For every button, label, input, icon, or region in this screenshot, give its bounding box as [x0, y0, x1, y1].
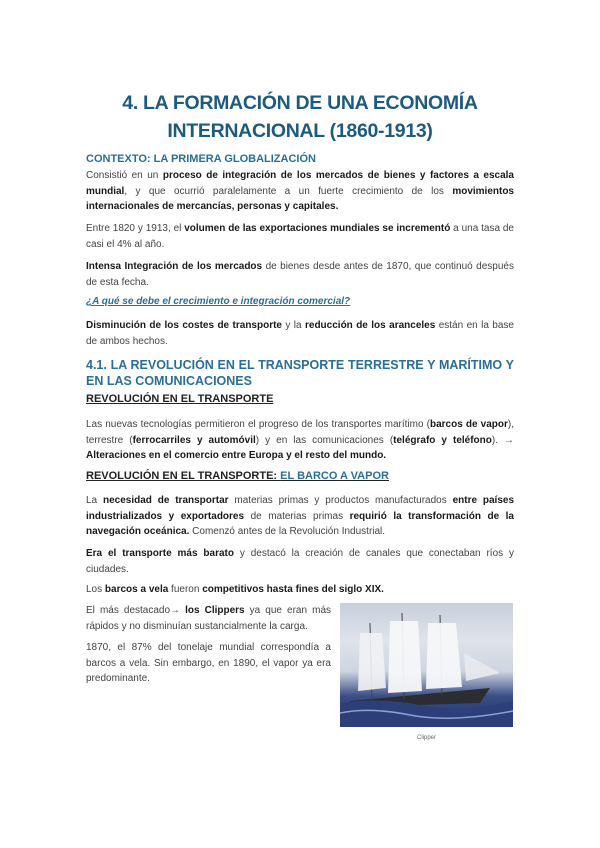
paragraph-context: Consistió en un proceso de integración de los mercados de bienes y factores a escala mundial, y que ocurrió paralelamente a un fuerte crecimiento de los movimientos internacionales de mercancías, personas y capitales.: [86, 170, 514, 212]
question-link[interactable]: ¿A qué se debe el crecimiento e integración comercial?: [86, 296, 351, 307]
title-line-2: INTERNACIONAL (1860-1913): [167, 120, 433, 142]
paragraph-clippers: El más destacado→ los Clippers ya que eran más rápidos y no disminuían sustancialmente la carga.: [86, 605, 331, 632]
ship-illustration-icon: [340, 603, 513, 727]
paragraph-sailing: Los barcos a vela fueron competitivos hasta fines del siglo XIX.: [86, 584, 384, 595]
paragraph-tonnage: 1870, el 87% del tonelaje mundial correspondía a barcos a vela. Sin embargo, en 1890, el vapor ya era predominante.: [86, 642, 331, 684]
context-heading: CONTEXTO: LA PRIMERA GLOBALIZACIÓN: [86, 153, 316, 165]
section-heading: 4.1. LA REVOLUCIÓN EN EL TRANSPORTE TERRESTRE Y MARÍTIMO Y EN LAS COMUNICACIONES: [86, 358, 514, 388]
paragraph-technologies: Las nuevas tecnologías permitieron el progreso de los transportes marítimo (barcos de vapor), terrestre (ferrocarriles y automóvil) y en las comunicaciones (telégrafo y teléfono). → Alteraciones en el comercio entre Europa y el resto del mundo.: [86, 419, 515, 461]
paragraph-cheapest: Era el transporte más barato y destacó la creación de canales que conectaban ríos y ciudades.: [86, 548, 515, 575]
clipper-ship-image: [340, 603, 513, 727]
subheading-steamship: REVOLUCIÓN EN EL TRANSPORTE: EL BARCO A VAPOR: [86, 470, 389, 482]
paragraph-costs: Disminución de los costes de transporte y la reducción de los aranceles están en la base de ambos hechos.: [86, 320, 514, 347]
subheading-transport: REVOLUCIÓN EN EL TRANSPORTE: [86, 393, 274, 405]
title-line-1: 4. LA FORMACIÓN DE UNA ECONOMÍA: [122, 92, 478, 114]
paragraph-navigation: La necesidad de transportar materias primas y productos manufacturados entre países industrializados y exportadores de materias primas requirió la transformación de la navegación oceánica. Comenzó antes de la Revolución Industrial.: [86, 495, 515, 537]
steamship-link[interactable]: EL BARCO A VAPOR: [280, 470, 389, 482]
paragraph-exports: Entre 1820 y 1913, el volumen de las exportaciones mundiales se incrementó a una tasa de casi el 4% al año.: [86, 223, 514, 250]
image-caption: Clipper: [416, 735, 436, 741]
paragraph-integration: Intensa Integración de los mercados de bienes desde antes de 1870, que continuó después de esta fecha.: [86, 261, 514, 288]
document-title: [60, 89, 540, 145]
